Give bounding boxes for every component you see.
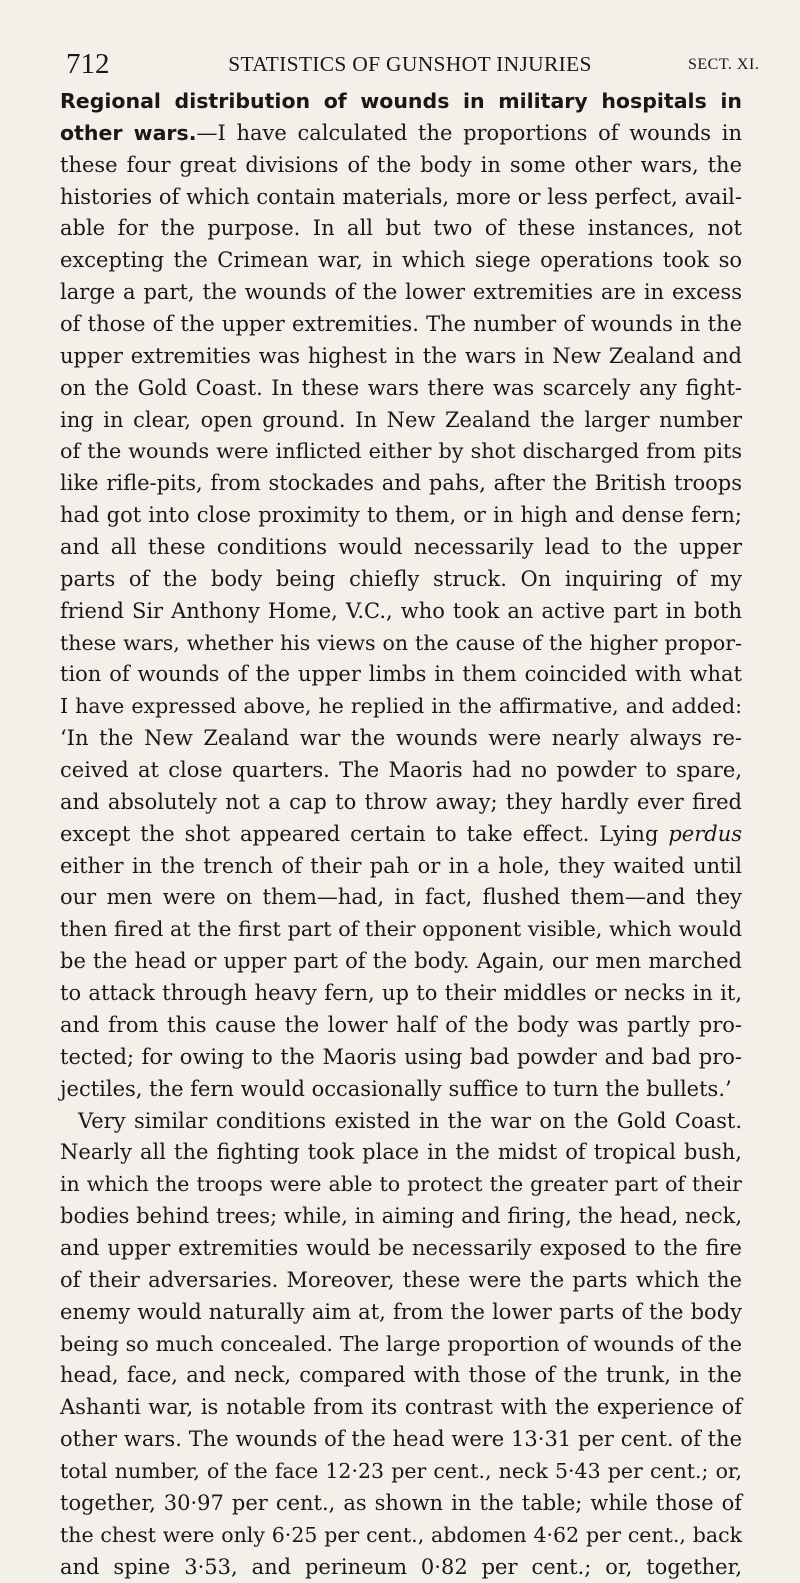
text-line: able for the purpose. In all but two of these instances, not [60, 216, 742, 241]
paragraph-start-line: Very similar conditions existed in the war on the Gold Coast. [78, 1108, 742, 1133]
page-number: 712 [66, 48, 110, 80]
text-line: being so much concealed. The large proportion of wounds of the [60, 1331, 742, 1356]
text-line: of those of the upper extremities. The number of wounds in the [60, 312, 742, 337]
text-line: to attack through heavy fern, up to their middles or necks in it, [60, 981, 742, 1006]
text-line: and absolutely not a cap to throw away; they hardly ever fired [60, 789, 742, 814]
text-line: and spine 3·53, and perineum 0·82 per cent.; or, together, [60, 1554, 742, 1579]
italic-term: perdus [668, 821, 742, 846]
text-line: I have expressed above, he replied in the affirmative, and added: [60, 694, 742, 719]
text-line: ing in clear, open ground. In New Zealand the larger number [60, 407, 742, 432]
text-line [60, 118, 742, 150]
text-line: large a part, the wounds of the lower extremities are in excess [60, 280, 742, 305]
text-line: parts of the body being chiefly struck. On inquiring of my [60, 566, 742, 591]
text-line: either in the trench of their pah or in a hole, they waited until [60, 853, 742, 878]
text-line: ‘In the New Zealand war the wounds were nearly always re- [60, 726, 742, 751]
section-reference: SECT. XI. [688, 56, 760, 73]
section-heading-continued: other wars. [60, 120, 197, 145]
text-line: Ashanti war, is notable from its contrast with the experience of [60, 1395, 742, 1420]
text-line: tion of wounds of the upper limbs in them coincided with what [60, 662, 742, 687]
text-line: and all these conditions would necessarily lead to the upper [60, 535, 742, 560]
text-line: friend Sir Anthony Home, V.C., who took an active part in both [60, 598, 742, 623]
text-line: together, 30·97 per cent., as shown in the table; while those of [60, 1490, 742, 1515]
text-line: then fired at the first part of their opponent visible, which would [60, 917, 742, 942]
text-line: Nearly all the fighting took place in the midst of tropical bush, [60, 1140, 742, 1165]
text-line: in which the troops were able to protect the greater part of their [60, 1172, 742, 1197]
text-line: and upper extremities would be necessarily exposed to the fire [60, 1235, 742, 1260]
text-line: of the wounds were inflicted either by shot discharged from pits [60, 439, 742, 464]
text-line [60, 819, 742, 851]
text-line: our men were on them—had, in fact, flushed them—and they [60, 885, 742, 910]
running-title: STATISTICS OF GUNSHOT INJURIES [228, 52, 592, 76]
text-line: of their adversaries. Moreover, these were the parts which the [60, 1267, 742, 1292]
text-line: enemy would naturally aim at, from the lower parts of the body [60, 1299, 742, 1324]
text-line: had got into close proximity to them, or in high and dense fern; [60, 503, 742, 528]
text-line: these four great divisions of the body in some other wars, the [60, 152, 742, 177]
text-line: histories of which contain materials, more or less perfect, avail- [60, 184, 742, 209]
text-line: the chest were only 6·25 per cent., abdomen 4·62 per cent., back [60, 1522, 742, 1547]
text-run: except the shot appeared certain to take effect. Lying [60, 821, 669, 846]
text-line: like rifle-pits, from stockades and pahs, after the British troops [60, 471, 742, 496]
page-header [0, 0, 800, 90]
text-line: on the Gold Coast. In these wars there was scarcely any fight- [60, 375, 742, 400]
text-line: head, face, and neck, compared with those of the trunk, in the [60, 1363, 742, 1388]
text-line: tected; for owing to the Maoris using bad powder and bad pro- [60, 1044, 742, 1069]
text-line: bodies behind trees; while, in aiming and firing, the head, neck, [60, 1204, 742, 1229]
text-line: these wars, whether his views on the cause of the higher propor- [60, 630, 742, 655]
text-line: be the head or upper part of the body. Again, our men marched [60, 949, 742, 974]
text-run: —I have calculated the proportions of wounds in [196, 120, 743, 145]
text-line: jectiles, the fern would occasionally suffice to turn the bullets.’ [60, 1076, 732, 1101]
text-line: and from this cause the lower half of the body was partly pro- [60, 1012, 742, 1037]
text-line: excepting the Crimean war, in which siege operations took so [60, 248, 742, 273]
text-line: other wars. The wounds of the head were 13·31 per cent. of the [60, 1427, 742, 1452]
text-line: upper extremities was highest in the wars in New Zealand and [60, 343, 742, 368]
section-heading: Regional distribution of wounds in military hospitals in [60, 89, 742, 113]
body-text [60, 86, 742, 1583]
text-line: ceived at close quarters. The Maoris had no powder to spare, [60, 758, 742, 783]
text-line: total number, of the face 12·23 per cent., neck 5·43 per cent.; or, [60, 1458, 742, 1483]
